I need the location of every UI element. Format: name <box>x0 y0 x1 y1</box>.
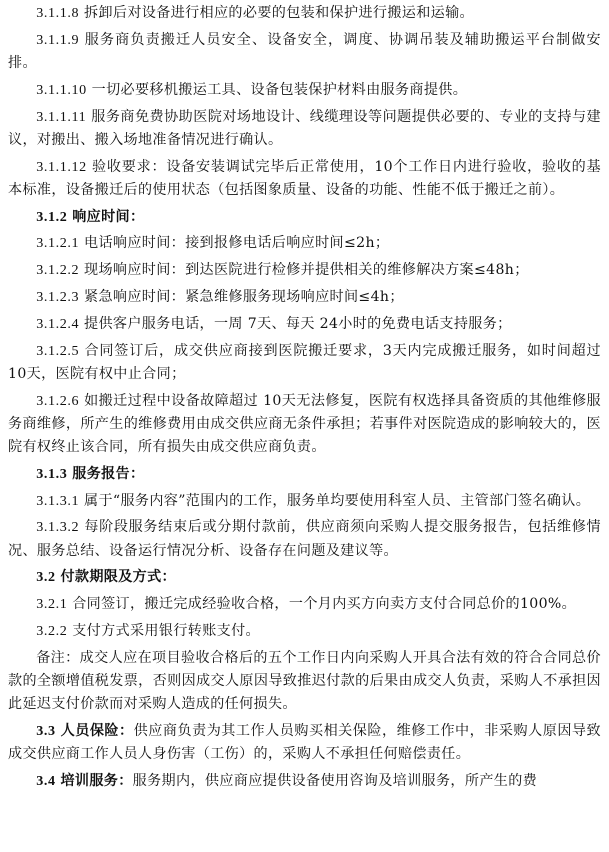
paragraph <box>8 340 601 386</box>
paragraph-text: 每阶段服务结束后或分期付款前，供应商须向采购人提交服务报告，包括维修情况、服务总结、设备运行情况分析、设备存在问题及建议等。 <box>8 519 601 559</box>
paragraph-text: 提供客户服务电话，一周 7天、每天 24小时的免费电话支持服务； <box>84 315 512 332</box>
section-heading <box>8 463 601 486</box>
paragraph <box>8 620 601 643</box>
clause-number: 3.1.2.4 <box>36 315 80 332</box>
paragraph-text: 一切必要移机搬运工具、设备包装保护材料由服务商提供。 <box>91 81 468 98</box>
paragraph-text: 验收要求：设备安装调试完毕后正常使用，10个工作日内进行验收，验收的基本标准，设备搬迁后的使用状态（包括图象质量、设备的功能、性能不低于搬迁之前）。 <box>8 158 601 198</box>
clause-number: 3.1.2 <box>36 208 68 225</box>
clause-number: 3.1.1.8 <box>36 5 80 21</box>
clause-number: 3.1.1.10 <box>36 81 87 98</box>
section-title: 服务报告： <box>72 465 145 482</box>
paragraph-text: 备注：成交人应在项目验收合格后的五个工作日内向采购人开具合法有效的符合合同总价款的全额增值税发票，否则因成交人原因导致推迟付款的后果由成交人负责，采购人不承担因此延迟支付价款而对采购人造成的任何损失。 <box>8 649 601 713</box>
paragraph <box>8 79 601 102</box>
paragraph-text: 服务商免费协助医院对场地设计、线缆理设等问题提供必要的、专业的支持与建议，对搬出、搬入场地准备情况进行确认。 <box>8 108 601 148</box>
paragraph-text: 合同签订后，成交供应商接到医院搬迁要求，3天内完成搬迁服务，如时间超过 10天，医院有权中止合同； <box>8 342 601 382</box>
paragraph <box>8 286 601 309</box>
section-title: 响应时间： <box>72 208 145 225</box>
section-heading <box>8 566 601 589</box>
paragraph-text: 合同签订，搬迁完成经验收合格，一个月内买方向卖方支付合同总价的100%。 <box>72 596 577 613</box>
clause-number: 3.1.1.12 <box>36 158 87 175</box>
paragraph-text: 拆卸后对设备进行相应的必要的包装和保护进行搬运和运输。 <box>84 5 474 21</box>
paragraph-text: 供应商负责为其工作人员购买相关保险，维修工作中，非采购人原因导致成交供应商工作人员人身伤害（工伤）的，采购人不承担任何赔偿责任。 <box>8 722 601 763</box>
section-heading <box>8 770 601 793</box>
paragraph <box>8 647 601 717</box>
paragraph <box>8 106 601 152</box>
paragraph-text: 支付方式采用银行转账支付。 <box>72 622 260 639</box>
section-heading <box>8 206 601 229</box>
clause-number: 3.1.2.3 <box>36 288 80 305</box>
clause-number: 3.2.1 <box>36 596 68 613</box>
paragraph-text: 服务期内，供应商应提供设备使用咨询及培训服务，所产生的费 <box>132 772 538 789</box>
paragraph <box>8 259 601 282</box>
document-body <box>8 0 601 797</box>
paragraph-text: 如搬迁过程中设备故障超过 10天无法修复，医院有权选择具备资质的其他维修服务商维修，所产生的维修费用由成交供应商无条件承担；若事件对医院造成的影响较大的，医院有权终止该合同，所有损失由成交供应商负责。 <box>8 392 601 455</box>
paragraph <box>8 2 601 25</box>
clause-number: 3.1.2.2 <box>36 262 80 279</box>
paragraph <box>8 593 601 616</box>
clause-number: 3.1.2.1 <box>36 235 80 252</box>
clause-number: 3.1.2.5 <box>36 342 80 359</box>
section-title: 付款期限及方式： <box>60 569 177 586</box>
paragraph <box>8 390 601 460</box>
paragraph <box>8 156 601 202</box>
section-heading <box>8 720 601 766</box>
clause-number: 3.2.2 <box>36 622 68 639</box>
paragraph <box>8 490 601 513</box>
paragraph <box>8 516 601 562</box>
clause-number: 3.3 <box>36 722 56 739</box>
paragraph-text: 服务商负责搬迁人员安全、设备安全，调度、协调吊装及辅助搬运平台制做安排。 <box>8 31 601 71</box>
paragraph-text: 现场响应时间：到达医院进行检修并提供相关的维修解决方案≤48h； <box>84 262 529 279</box>
paragraph <box>8 313 601 336</box>
paragraph-text: 电话响应时间：接到报修电话后响应时间≤2h； <box>84 235 390 252</box>
paragraph-text: 紧急响应时间：紧急维修服务现场响应时间≤4h； <box>84 288 404 305</box>
clause-number: 3.1.3.2 <box>36 519 80 536</box>
clause-number: 3.1.1.9 <box>36 31 80 48</box>
section-title: 培训服务： <box>60 772 133 789</box>
clause-number: 3.2 <box>36 569 56 586</box>
paragraph <box>8 232 601 255</box>
paragraph-text: 属于“服务内容”范围内的工作，服务单均要使用科室人员、主管部门签名确认。 <box>84 492 591 509</box>
clause-number: 3.1.2.6 <box>36 392 80 409</box>
paragraph <box>8 29 601 75</box>
clause-number: 3.4 <box>36 772 56 789</box>
clause-number: 3.1.1.11 <box>36 108 87 125</box>
clause-number: 3.1.3 <box>36 465 68 482</box>
section-title: 人员保险： <box>60 722 134 739</box>
clause-number: 3.1.3.1 <box>36 492 80 509</box>
